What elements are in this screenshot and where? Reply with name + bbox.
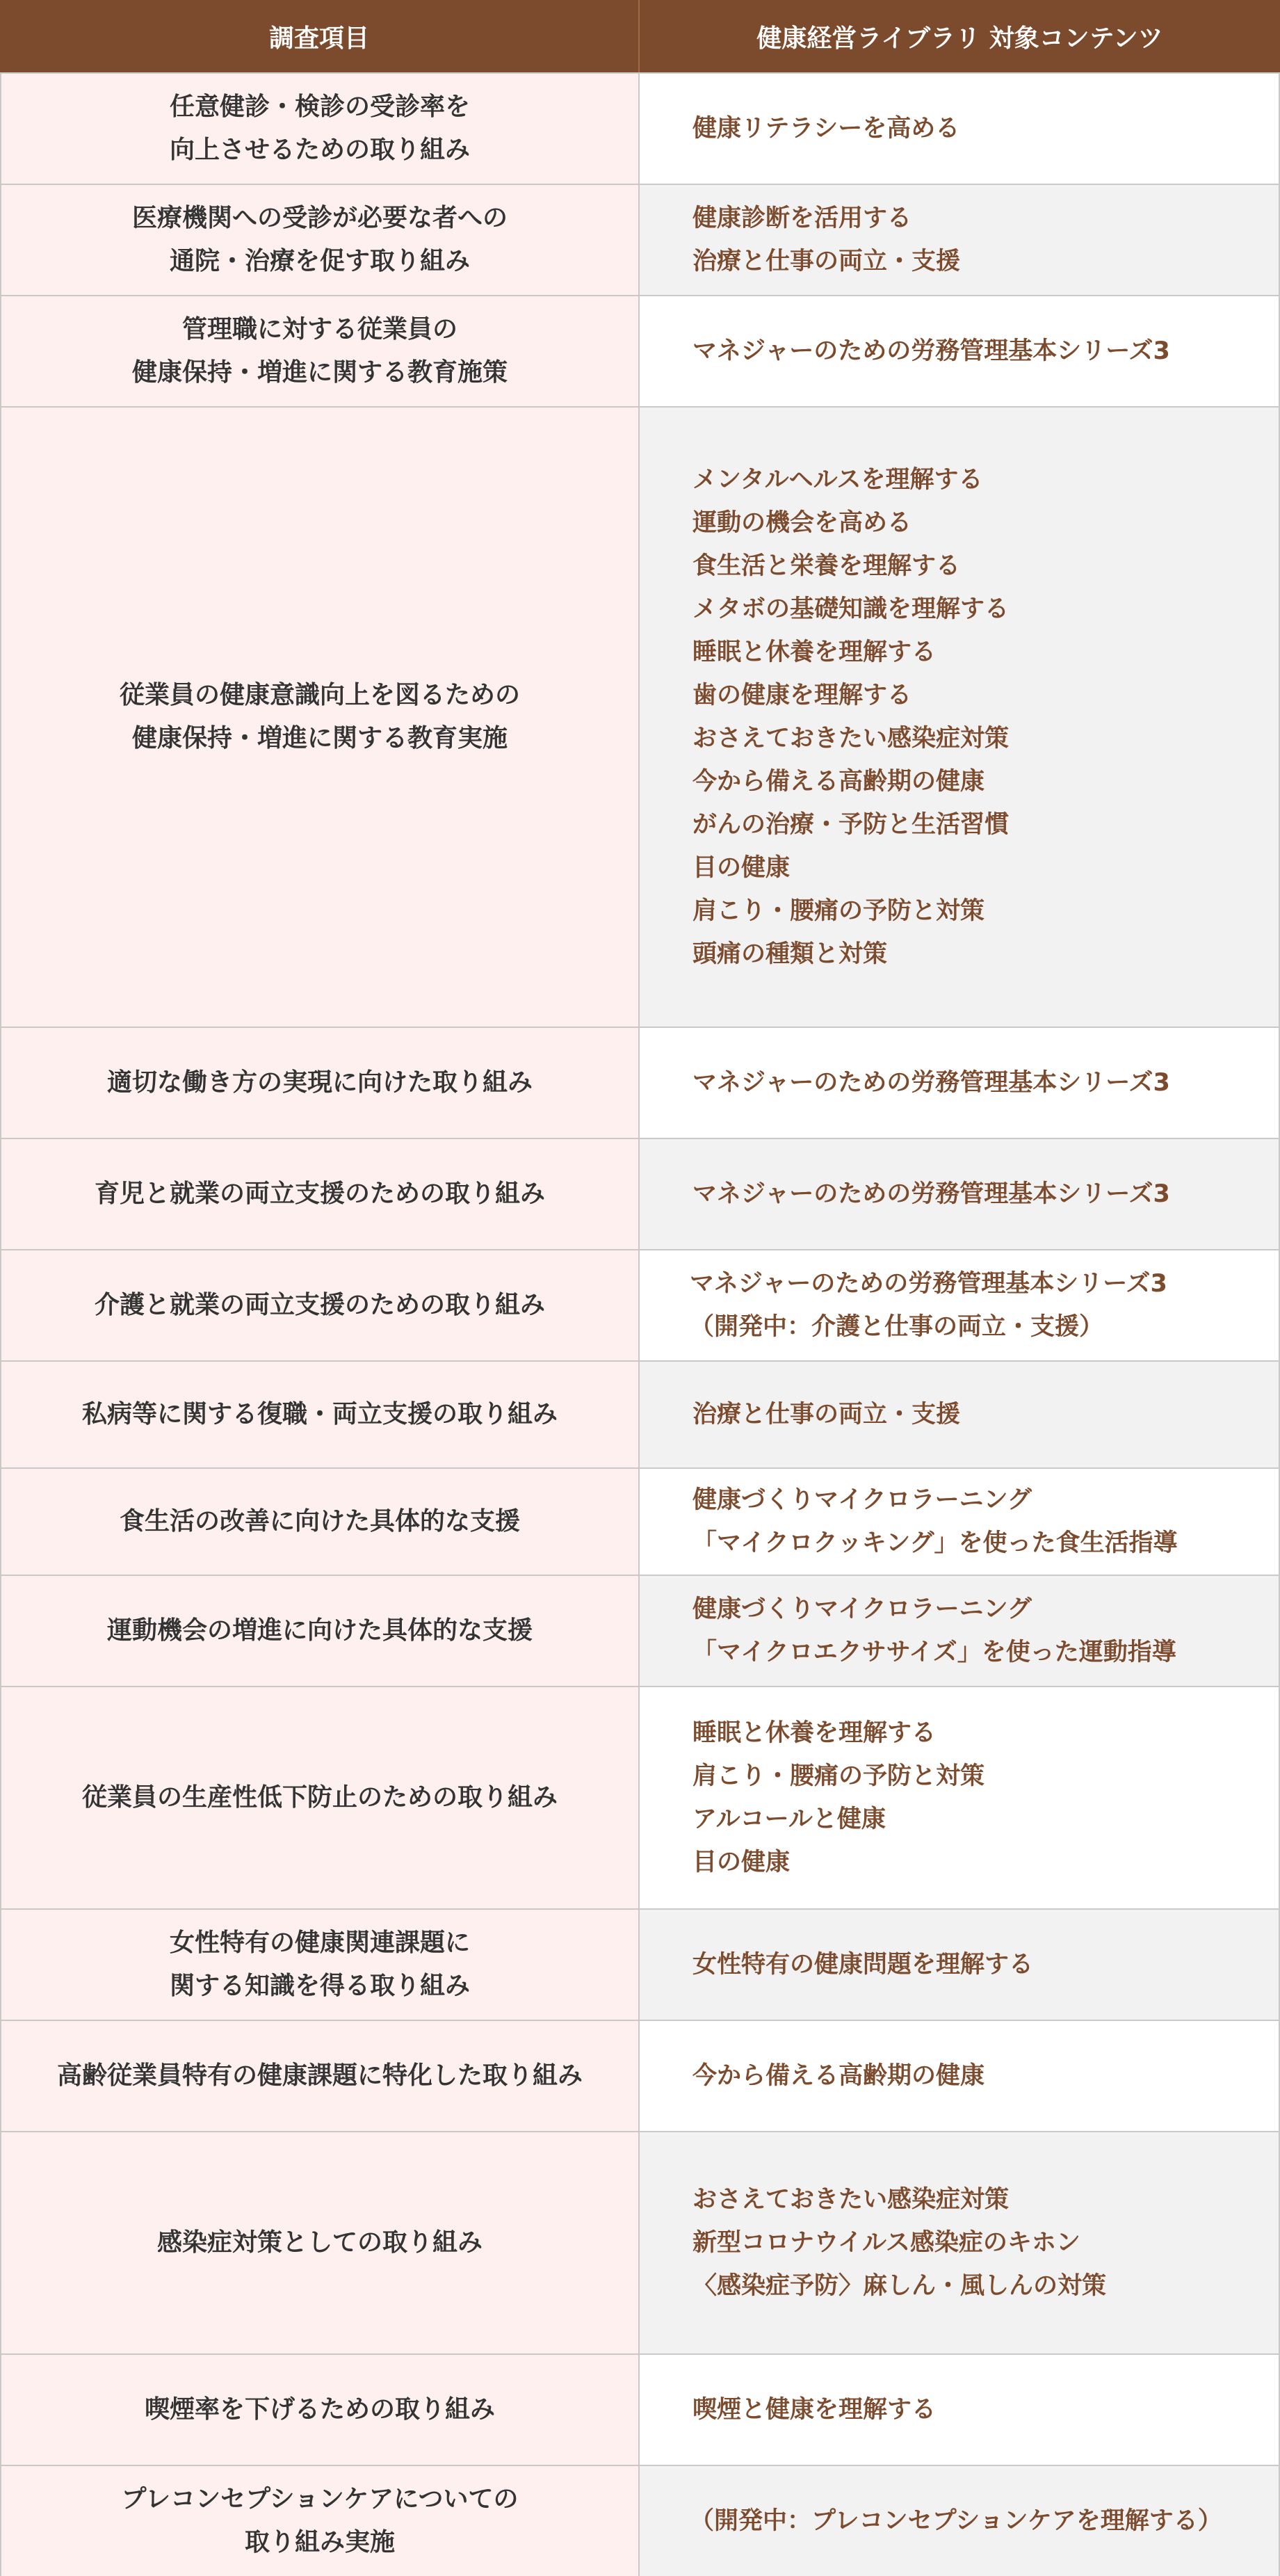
library-content-item: 健康診断を活用する — [692, 204, 912, 232]
library-content-cell — [640, 1027, 1280, 1138]
library-content-item: 運動の機会を高める — [692, 509, 912, 537]
survey-item-cell — [0, 184, 640, 295]
library-content-item: 女性特有の健康問題を理解する — [692, 1951, 1034, 1979]
survey-item-cell — [0, 2131, 640, 2353]
library-content-cell — [640, 1467, 1280, 1575]
library-content-cell — [640, 184, 1280, 295]
library-content-item: 肩こり・腰痛の予防と対策 — [692, 1762, 985, 1790]
survey-item-cell — [0, 72, 640, 184]
library-content-item: 新型コロナウイルス感染症のキホン — [692, 2229, 1080, 2257]
survey-item-cell — [0, 1467, 640, 1575]
survey-item-cell — [0, 1575, 640, 1686]
header-survey-item: 調査項目 — [0, 0, 640, 72]
library-content-item: 健康づくりマイクロラーニング — [692, 1486, 1032, 1514]
library-content-item: 睡眠と休養を理解する — [692, 1719, 937, 1747]
survey-item-cell — [0, 1249, 640, 1360]
library-content-cell — [640, 1908, 1280, 2020]
survey-item-text: 従業員の健康意識向上を図るための — [119, 681, 520, 709]
library-content-cell — [640, 2465, 1280, 2576]
library-content-item: メンタルヘルスを理解する — [692, 466, 983, 494]
survey-item-cell — [0, 406, 640, 1027]
library-content-item: がんの治療・予防と生活習慣 — [692, 811, 1010, 839]
survey-item-text: 取り組み実施 — [244, 2528, 395, 2557]
library-content-item: 睡眠と休養を理解する — [692, 638, 937, 666]
library-content-item: 治療と仕事の両立・支援 — [692, 248, 961, 275]
survey-item-text: プレコンセプションケアについての — [121, 2485, 519, 2513]
library-content-item: おさえておきたい感染症対策 — [692, 2186, 1010, 2214]
survey-item-text: 私病等に関する復職・両立支援の取り組み — [81, 1400, 558, 1428]
library-content-cell — [640, 1138, 1280, 1249]
library-content-cell — [640, 2131, 1280, 2353]
survey-item-text: 通院・治療を促す取り組み — [169, 247, 470, 275]
survey-item-text: 医療機関への受診が必要な者への — [131, 204, 508, 232]
library-content-item: アルコールと健康 — [692, 1805, 886, 1833]
library-content-item: 〈感染症予防〉麻しん・風しんの対策 — [692, 2272, 1107, 2300]
library-content-item: 今から備える高齢期の健康 — [692, 768, 985, 796]
library-content-item: 肩こり・腰痛の予防と対策 — [692, 897, 985, 925]
library-content-item: メタボの基礎知識を理解する — [692, 595, 1010, 623]
survey-item-text: 高齢従業員特有の健康課題に特化した取り組み — [56, 2061, 583, 2090]
library-content-item: 目の健康 — [692, 1849, 791, 1876]
survey-item-text: 食生活の改善に向けた具体的な支援 — [119, 1507, 520, 1536]
library-content-item: （開発中：プレコンセプションケアを理解する） — [690, 2507, 1222, 2535]
library-content-item: 目の健康 — [692, 854, 791, 882]
library-content-cell — [640, 72, 1280, 184]
survey-item-cell — [0, 1360, 640, 1467]
library-content-item: 歯の健康を理解する — [692, 682, 912, 709]
library-content-cell — [640, 2020, 1280, 2131]
library-content-cell — [640, 1249, 1280, 1360]
survey-item-text: 関する知識を得る取り組み — [169, 1972, 470, 2000]
survey-item-text: 介護と就業の両立支援のための取り組み — [94, 1291, 545, 1319]
survey-item-cell — [0, 2020, 640, 2131]
library-content-item: 喫煙と健康を理解する — [692, 2396, 937, 2424]
survey-item-text: 育児と就業の両立支援のための取り組み — [94, 1180, 545, 1208]
survey-item-cell — [0, 2465, 640, 2576]
library-content-cell — [640, 295, 1280, 406]
library-content-item: （開発中：介護と仕事の両立・支援） — [690, 1313, 1104, 1341]
library-content-cell — [640, 1360, 1280, 1467]
library-content-cell — [640, 1575, 1280, 1686]
survey-item-cell — [0, 2353, 640, 2465]
survey-item-text: 運動機会の増進に向けた具体的な支援 — [106, 1616, 533, 1645]
survey-item-cell — [0, 1138, 640, 1249]
library-content-item: おさえておきたい感染症対策 — [692, 725, 1010, 752]
library-content-item: 健康リテラシーを高める — [692, 115, 960, 143]
library-content-cell — [640, 2353, 1280, 2465]
survey-item-text: 任意健診・検診の受診率を — [169, 92, 470, 121]
survey-item-cell — [0, 1027, 640, 1138]
survey-item-text: 喫煙率を下げるための取り組み — [144, 2395, 495, 2424]
library-content-item: 頭痛の種類と対策 — [692, 940, 888, 968]
header-library-content: 健康経営ライブラリ 対象コンテンツ — [640, 0, 1280, 72]
survey-item-text: 適切な働き方の実現に向けた取り組み — [106, 1068, 533, 1097]
library-content-item: 治療と仕事の両立・支援 — [692, 1401, 961, 1428]
survey-item-text: 感染症対策としての取り組み — [156, 2228, 483, 2257]
library-content-item: マネジャーのための労務管理基本シリーズ3 — [692, 337, 1170, 365]
survey-item-text: 健康保持・増進に関する教育実施 — [131, 724, 508, 752]
survey-item-text: 健康保持・増進に関する教育施策 — [131, 358, 508, 387]
library-content-item: 食生活と栄養を理解する — [692, 552, 961, 580]
library-content-item: マネジャーのための労務管理基本シリーズ3 — [692, 1180, 1170, 1208]
library-content-item: 今から備える高齢期の健康 — [692, 2062, 985, 2090]
library-content-item: 「マイクロクッキング」を使った食生活指導 — [692, 1529, 1178, 1557]
survey-item-text: 管理職に対する従業員の — [181, 315, 457, 344]
library-content-item: マネジャーのための労務管理基本シリーズ3 — [690, 1270, 1167, 1298]
library-content-item: 「マイクロエクササイズ」を使った運動指導 — [692, 1639, 1176, 1666]
library-content-item: 健康づくりマイクロラーニング — [692, 1595, 1032, 1623]
survey-item-text: 向上させるための取り組み — [169, 136, 470, 164]
library-content-cell — [640, 1686, 1280, 1908]
survey-item-cell — [0, 295, 640, 406]
survey-item-text: 女性特有の健康関連課題に — [169, 1929, 470, 1957]
library-content-cell — [640, 406, 1280, 1027]
survey-item-text: 従業員の生産性低下防止のための取り組み — [81, 1783, 558, 1812]
library-content-item: マネジャーのための労務管理基本シリーズ3 — [692, 1069, 1170, 1097]
survey-item-cell — [0, 1686, 640, 1908]
survey-item-cell — [0, 1908, 640, 2020]
